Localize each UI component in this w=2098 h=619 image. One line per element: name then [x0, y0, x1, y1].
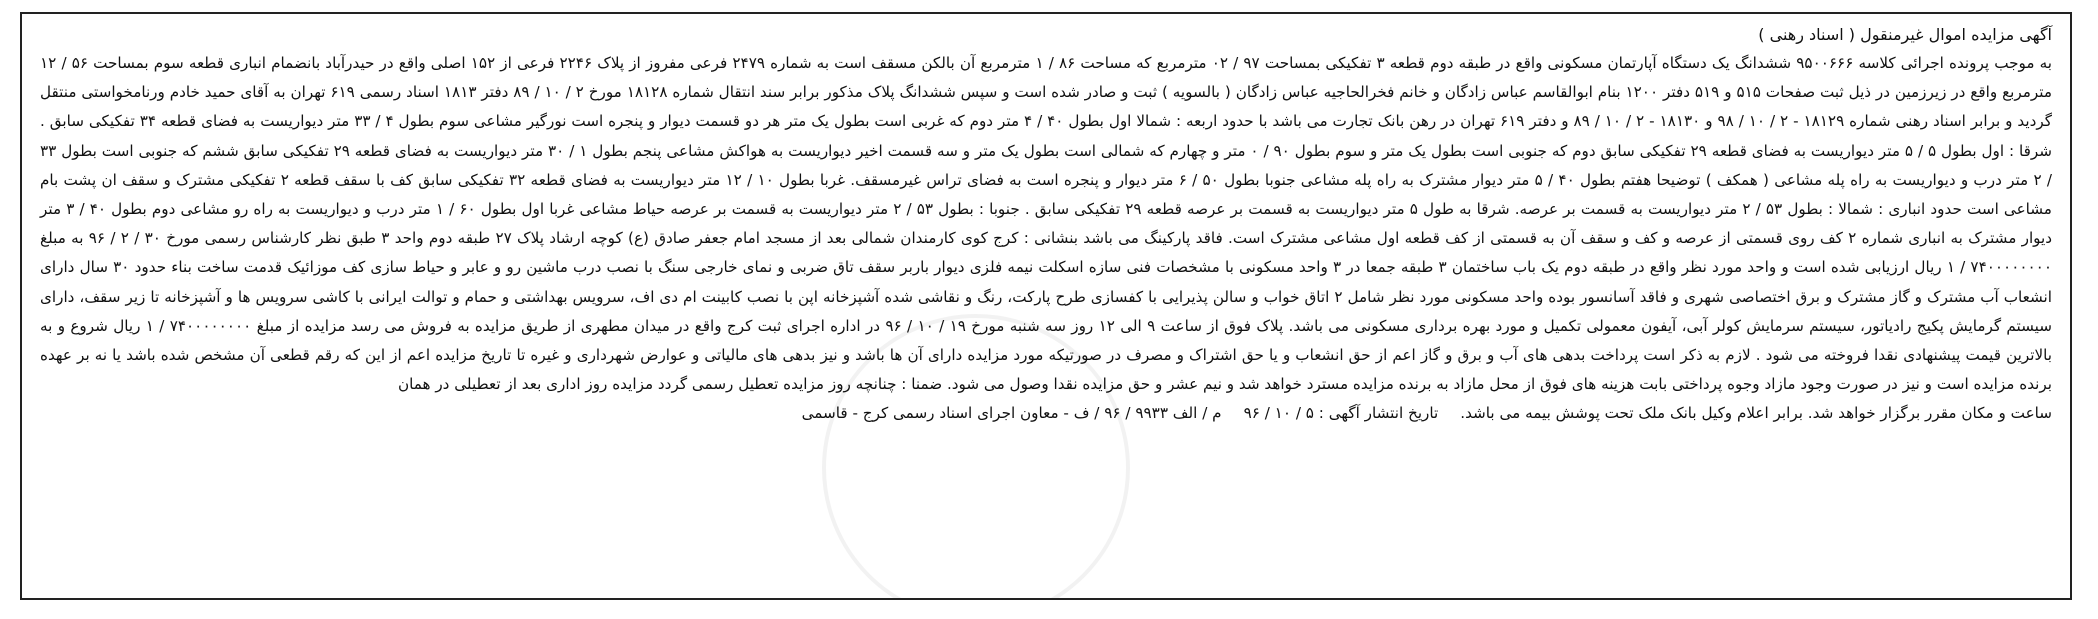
footer-text: ساعت و مکان مقرر برگزار خواهد شد. برابر اعلام وکیل بانک ملک تحت پوشش بیمه می باشد. — [1460, 404, 2052, 423]
notice-frame — [20, 12, 2072, 600]
notice-body: به موجب پرونده اجرائی کلاسه ۹۵۰۰۶۶۶ ششدانگ یک دستگاه آپارتمان مسکونی واقع در طبقه دوم قطعه ۳ تفکیکی بمساحت ۹۷ / ۰۲ مترمربع که مساحت ۸۶ / ۱ مترمربع آن بالکن مسقف است به شماره ۲۴۷۹ فرعی مفروز از پلاک ۲۲۴۶ فرعی از ۱۵۲ اصلی واقع در حیدرآباد بانضمام انباری قطعه سوم بمساحت ۵۶ / ۱۲ مترمربع واقع در زیرزمین در ذیل ثبت صفحات ۵۱۵ و ۵۱۹ دفتر ۱۲۰۰ بنام ابوالقاسم عباس زادگان و خانم فخرالحاجیه عباس زادگان ( بالسویه ) ثبت و صادر شده است و سپس ششدانگ پلاک مذکور برابر سند انتقال شماره ۱۸۱۲۸ مورخ ۲ / ۱۰ / ۸۹ دفتر ۱۸۱۳ اسناد رسمی ۶۱۹ تهران به آقای حمید خادم ورنامخواستی منتقل گردید و برابر اسناد رهنی شماره ۱۸۱۲۹ - ۲ / ۱۰ / ۹۸ و ۱۸۱۳۰ - ۲ / ۱۰ / ۸۹ و دفتر ۶۱۹ تهران در رهن بانک تجارت می باشد با حدود اربعه : شمالا اول بطول ۴۰ / ۴ متر دوم که غربی است بطول یک متر هر دو قسمت دیوار و پنجره است نورگیر مشاعی سوم بطول ۴ / ۳۳ متر دیواریست به فضای قطعه ۳۴ تفکیکی سابق . شرقا : اول بطول ۵ / ۵ متر دیواریست به فضای قطعه ۲۹ تفکیکی سابق دوم که جنوبی است بطول یک متر و سوم بطول ۹۰ / ۰ متر و چهارم که شمالی است بطول یک متر و سه قسمت اخیر دیواریست به هواکش مشاعی پنجم بطول ۱ / ۳۰ متر دیواریست به فضای قطعه ۲۹ تفکیکی سابق ششم که جنوبی است بطول ۳۳ / ۲ متر درب و دیواریست به راه پله مشاعی ( همکف ) توضیحا هفتم بطول ۴۰ / ۵ متر دیوار مشترک به راه پله مشاعی جنوبا بطول ۵۰ / ۶ متر دیوار و پنجره است به فضای تراس غیرمسقف. غربا بطول ۱۰ / ۱۲ متر دیواریست به فضای قطعه ۳۲ تفکیکی سابق کف با سقف قطعه ۲ تفکیکی مشترک و سقف ان پشت بام مشاعی است حدود انباری : شمالا : بطول ۵۳ / ۲ متر دیواریست به قسمت بر عرصه. شرقا به طول ۵ متر دیواریست به قسمت بر عرصه قطعه ۲۹ تفکیکی سابق . جنوبا : بطول ۵۳ / ۲ متر دیواریست به قسمت بر عرصه حیاط مشاعی غربا اول بطول ۶۰ / ۱ متر درب و دیواریست به راه رو مشاعی دوم بطول ۴۰ / ۳ متر دیوار مشترک به انباری شماره ۲ کف روی قسمتی از عرصه و کف و سقف آن به قسمتی از کف قطعه اول مشاعی مشترک است. فاقد پارکینگ می باشد بنشانی : کرج کوی کارمندان شمالی بعد از مسجد امام جعفر صادق (ع) کوچه ارشاد پلاک ۲۷ طبقه دوم واحد ۳ طبق نظر کارشناس رسمی مورخ ۳۰ / ۲ / ۹۶ به مبلغ ۷۴۰۰۰۰۰۰۰۰ / ۱ ریال ارزیابی شده است و واحد مورد نظر واقع در طبقه دوم یک باب ساختمان ۳ طبقه جمعا در ۳ واحد مسکونی با مشخصات فنی سازه اسکلت نیمه فلزی دیوار باربر سقف تاق ضربی و نمای خارجی سنگ با نصب درب ماشین رو و عابر و حیاط سازی کف موزائیک قدمت ساخت بناء حدود ۳۰ سال دارای انشعاب آب مشترک و گاز مشترک و برق اختصاصی شهری و فاقد آسانسور بوده واحد مسکونی مورد نظر شامل ۲ اتاق خواب و سالن پذیرایی با کفسازی طرح پارکت، رنگ و نقاشی شده آشپزخانه اپن با نصب کابینت ام دی اف، سرویس بهداشتی و حمام و توالت ایرانی با کاشی سرویس ها و آشپزخانه تا زیر سقف، دارای سیستم گرمایش پکیج رادیاتور، سیستم سرمایش کولر آبی، آیفون معمولی تکمیل و مورد بهره برداری مسکونی می باشد. پلاک فوق از ساعت ۹ الی ۱۲ روز سه شنبه مورخ ۱۹ / ۱۰ / ۹۶ در اداره اجرای ثبت کرج واقع در میدان مطهری از طریق مزایده به فروش می رسد مزایده از مبلغ ۷۴۰۰۰۰۰۰۰۰ / ۱ ریال شروع و به بالاترین قیمت پیشنهادی نقدا فروخته می شود . لازم به ذکر است پرداخت بدهی های آب و برق و گاز اعم از حق انشعاب و یا حق اشتراک و مصرف در صورتیکه مورد مزایده دارای آن ها باشد و نیز بدهی های مالیاتی و عوارض شهرداری و غیره تا تاریخ مزایده اعم از این که رقم قطعی آن مشخص شده باشد یا نه بر عهده برنده مزایده است و نیز در صورت وجود مازاد وجوه پرداختی بابت هزینه های فوق از محل مازاد به برنده مزایده مسترد خواهد شد و نیم عشر و حق مزایده نقدا وصول می شود. ضمنا : چنانچه روز مزایده تعطیل رسمی گردد مزایده روز اداری بعد از تعطیلی در همان — [40, 54, 2052, 394]
reference-signature: م / الف ۹۹۳۳ / ۹۶ / ف - معاون اجرای اسناد رسمی کرج - قاسمی — [801, 404, 1222, 423]
notice-footer — [40, 399, 2052, 428]
publish-date: تاریخ انتشار آگهی : ۵ / ۱۰ / ۹۶ — [1243, 404, 1439, 423]
notice-title: آگهی مزایده اموال غیرمنقول ( اسناد رهنی ) — [1758, 25, 2052, 44]
